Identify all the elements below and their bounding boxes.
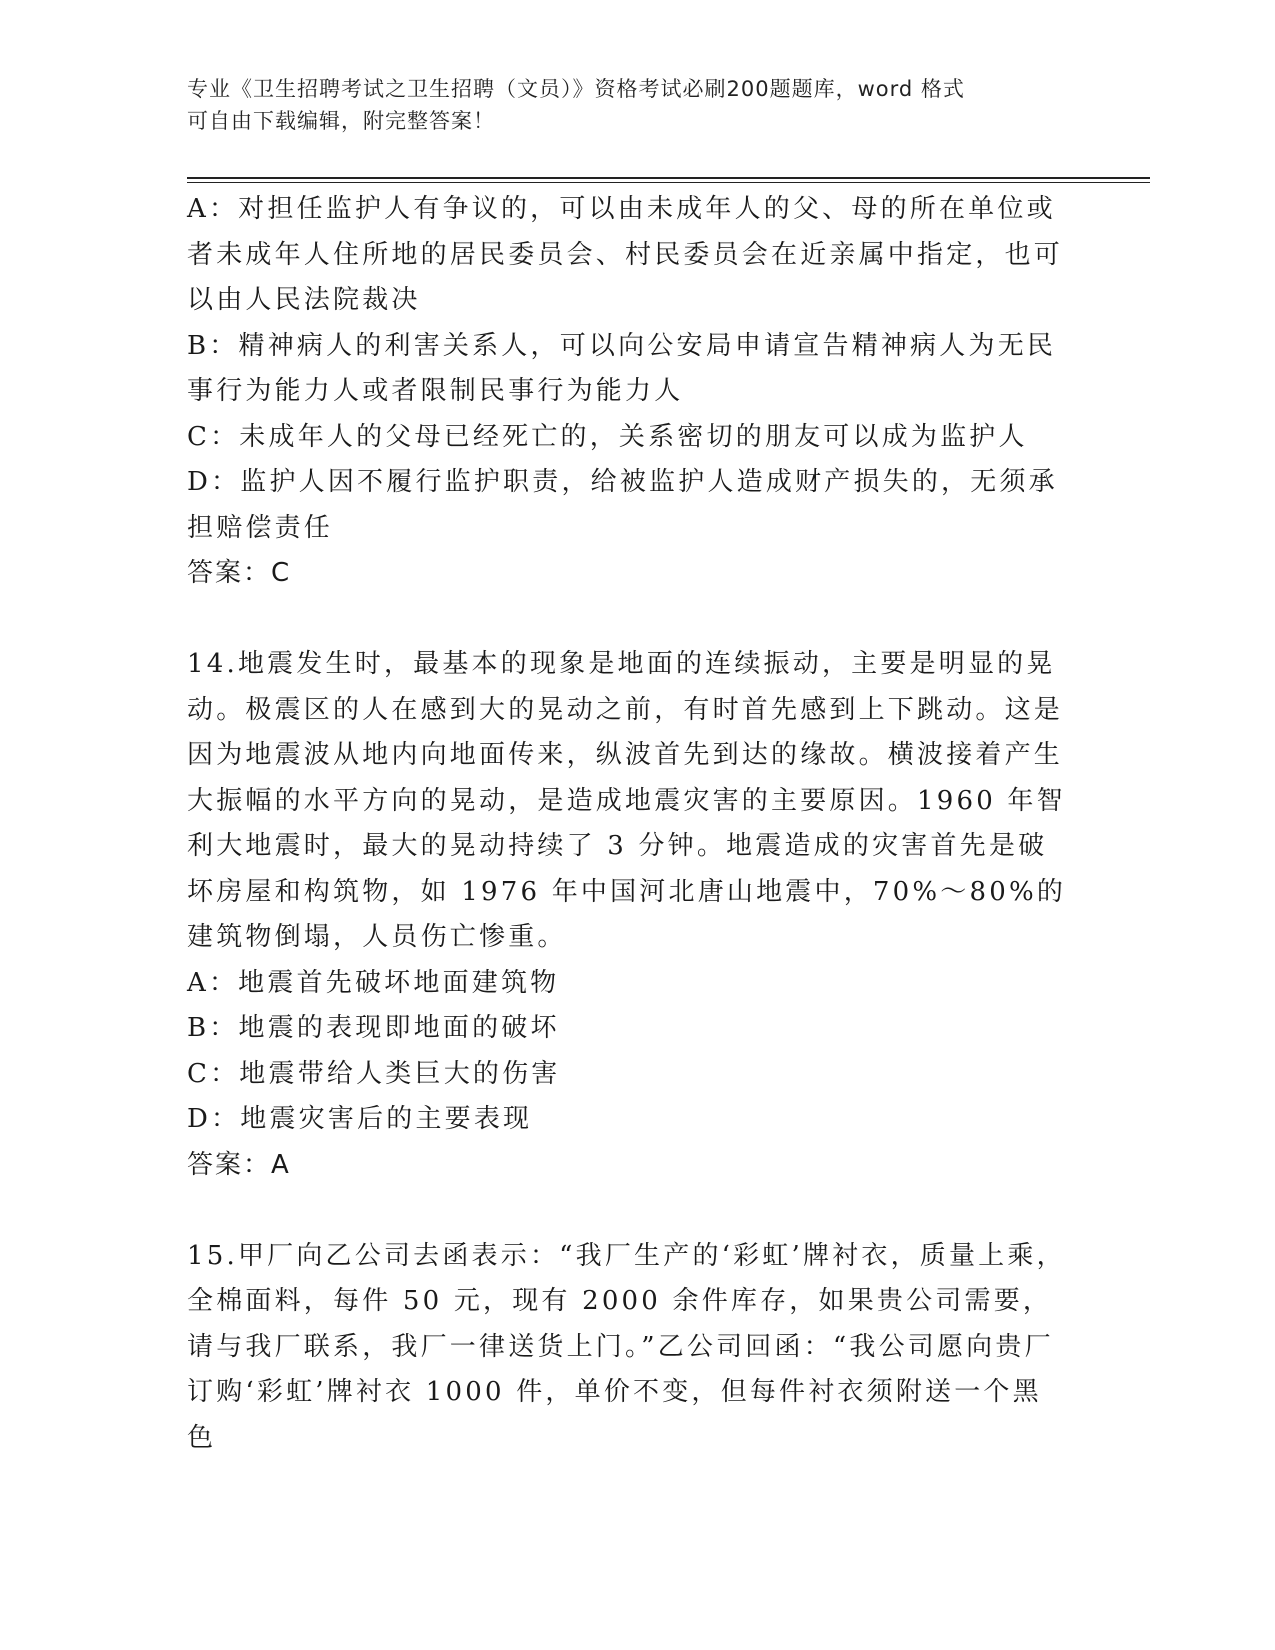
q13-answer: 答案：C xyxy=(187,558,292,588)
q13-option-a: A：对担任监护人有争议的，可以由未成年人的父、母的所在单位或者未成年人住所地的居民委员会、村民委员会在近亲属中指定，也可以由人民法院裁决 xyxy=(187,194,1064,315)
header-title-line-2: 可自由下载编辑，附完整答案！ xyxy=(187,109,495,133)
q14-option-a: A：地震首先破坏地面建筑物 xyxy=(187,967,560,998)
q14-option-d: D：地震灾害后的主要表现 xyxy=(187,1104,533,1134)
header-title-line-1: 专业《卫生招聘考试之卫生招聘（文员）》资格考试必刷200题题库，word 格式 xyxy=(187,77,965,101)
q15-question-text: 15.甲厂向乙公司去函表示：“我厂生产的‘彩虹’牌衬衣，质量上乘，全棉面料，每件 50 元，现有 2000 余件库存，如果贵公司需要，请与我厂联系，我厂一律送货上门。”乙公司回函：“我公司愿向贵厂订购‘彩虹’牌衬衣 1000 件，单价不变，但每件衬衣须附送一个黑色 xyxy=(187,1240,1066,1453)
question-15 xyxy=(187,1234,1067,1462)
header-divider-thin xyxy=(187,182,1150,183)
question-14 xyxy=(187,642,1067,1188)
q13-option-d: D：监护人因不履行监护职责，给被监护人造成财产损失的，无须承担赔偿责任 xyxy=(187,467,1058,543)
q14-answer: 答案：A xyxy=(187,1149,291,1180)
question-13 xyxy=(187,187,1067,597)
question-spacer xyxy=(187,1188,1067,1234)
header-divider-thick xyxy=(187,177,1150,179)
q14-option-c: C：地震带给人类巨大的伤害 xyxy=(187,1058,561,1089)
question-spacer xyxy=(187,597,1067,643)
q13-option-c: C：未成年人的父母已经死亡的，关系密切的朋友可以成为监护人 xyxy=(187,421,1028,452)
q14-question-text: 14.地震发生时，最基本的现象是地面的连续振动，主要是明显的晃动。极震区的人在感到大的晃动之前，有时首先感到上下跳动。这是因为地震波从地内向地面传来，纵波首先到达的缘故。横波接着产生大振幅的水平方向的晃动，是造成地震灾害的主要原因。1960 年智利大地震时，最大的晃动持续了 3 分钟。地震造成的灾害首先是破坏房屋和构筑物，如 1976 年中国河北唐山地震中，70%～80%的建筑物倒塌，人员伤亡惨重。 xyxy=(187,649,1067,952)
document-header xyxy=(187,73,1067,137)
q14-option-b: B：地震的表现即地面的破坏 xyxy=(187,1013,560,1043)
q13-option-b: B：精神病人的利害关系人，可以向公安局申请宣告精神病人为无民事行为能力人或者限制民事行为能力人 xyxy=(187,330,1057,406)
document-body xyxy=(187,187,1067,1461)
